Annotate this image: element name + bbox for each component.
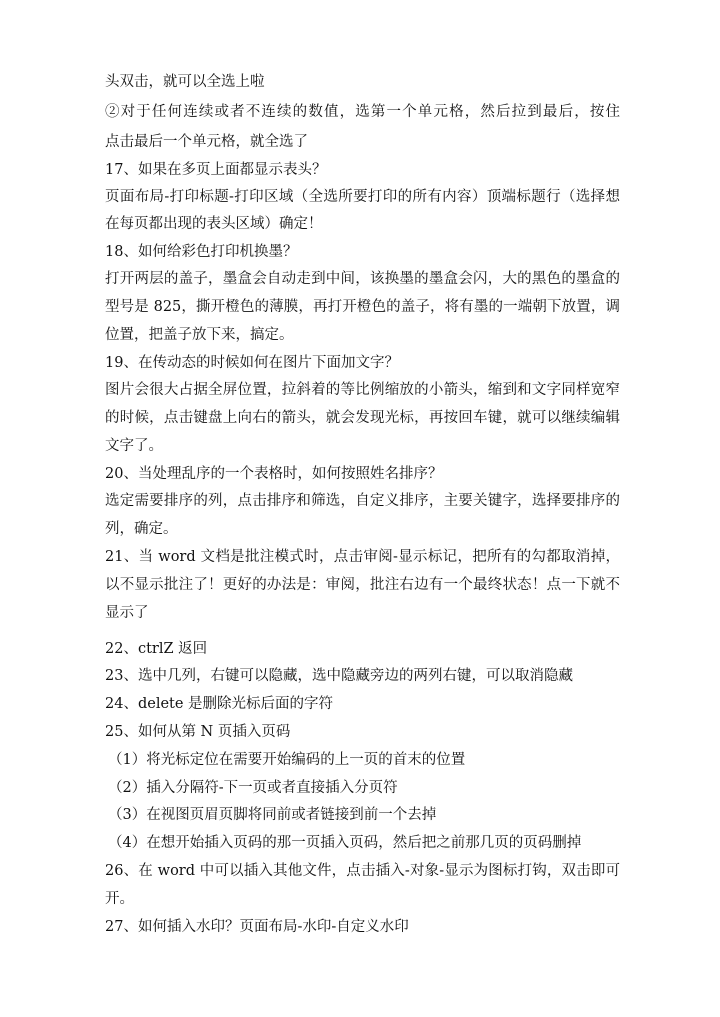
text-line: 在每页都出现的表头区域）确定！ (105, 216, 323, 232)
text-line: 文字了。 (105, 438, 163, 454)
section-heading: 26、在 word 中可以插入其他文件，点击插入-对象-显示为图标打钩，双击即可 (105, 863, 620, 879)
text-line: 点击最后一个单元格，就全选了 (105, 134, 308, 150)
text-line: ②对于任何连续或者不连续的数值，选第一个单元格，然后拉到最后，按住 (105, 104, 620, 120)
section-heading: 25、如何从第 N 页插入页码 (105, 724, 291, 740)
text-line: 图片会很大占据全屏位置，拉斜着的等比例缩放的小箭头，缩到和文字同样宽窄 (105, 382, 620, 398)
section-heading: 19、在传动态的时候如何在图片下面加文字？ (105, 355, 399, 371)
section-heading: 21、当 word 文档是批注模式时，点击审阅-显示标记，把所有的勾都取消掉， (105, 549, 620, 565)
section-heading: 20、当处理乱序的一个表格时，如何按照姓名排序？ (105, 466, 443, 482)
text-line: 选定需要排序的列，点击排序和筛选，自定义排序，主要关键字，选择要排序的 (105, 493, 620, 509)
section-heading: 27、如何插入水印？页面布局-水印-自定义水印 (105, 919, 409, 935)
list-item: （1）将光标定位在需要开始编码的上一页的首末的位置 (108, 752, 466, 768)
list-item: （4）在想开始插入页码的那一页插入页码，然后把之前那几页的页码删掉 (108, 835, 582, 851)
text-line: 头双击，就可以全选上啦 (105, 74, 265, 90)
text-line: 打开两层的盖子，墨盒会自动走到中间，该换墨的墨盒会闪，大的黑色的墨盒的 (105, 271, 620, 287)
section-heading: 18、如何给彩色打印机换墨？ (105, 244, 298, 260)
text-line: 显示了 (105, 605, 149, 621)
section-heading: 24、delete 是删除光标后面的字符 (105, 696, 334, 712)
text-line: 位置，把盖子放下来，搞定。 (105, 327, 294, 343)
list-item: （3）在视图页眉页脚将同前或者链接到前一个去掉 (108, 807, 437, 823)
section-heading: 17、如果在多页上面都显示表头？ (105, 162, 327, 178)
section-heading: 23、选中几列，右键可以隐藏，选中隐藏旁边的两列右键，可以取消隐藏 (105, 668, 573, 684)
text-line: 的时候，点击键盘上向右的箭头，就会发现光标，再按回车键，就可以继续编辑 (105, 410, 620, 426)
text-line: 列，确定。 (105, 521, 178, 537)
text-line: 型号是 825，撕开橙色的薄膜，再打开橙色的盖子，将有墨的一端朝下放置，调 (105, 299, 620, 315)
text-line: 页面布局-打印标题-打印区域（全选所要打印的所有内容）顶端标题行（选择想 (105, 189, 620, 205)
text-line: 开。 (105, 891, 134, 907)
list-item: （2）插入分隔符-下一页或者直接插入分页符 (108, 780, 398, 796)
text-line: 以不显示批注了！更好的办法是：审阅，批注右边有一个最终状态！点一下就不 (105, 577, 620, 593)
section-heading: 22、ctrlZ 返回 (105, 641, 208, 657)
